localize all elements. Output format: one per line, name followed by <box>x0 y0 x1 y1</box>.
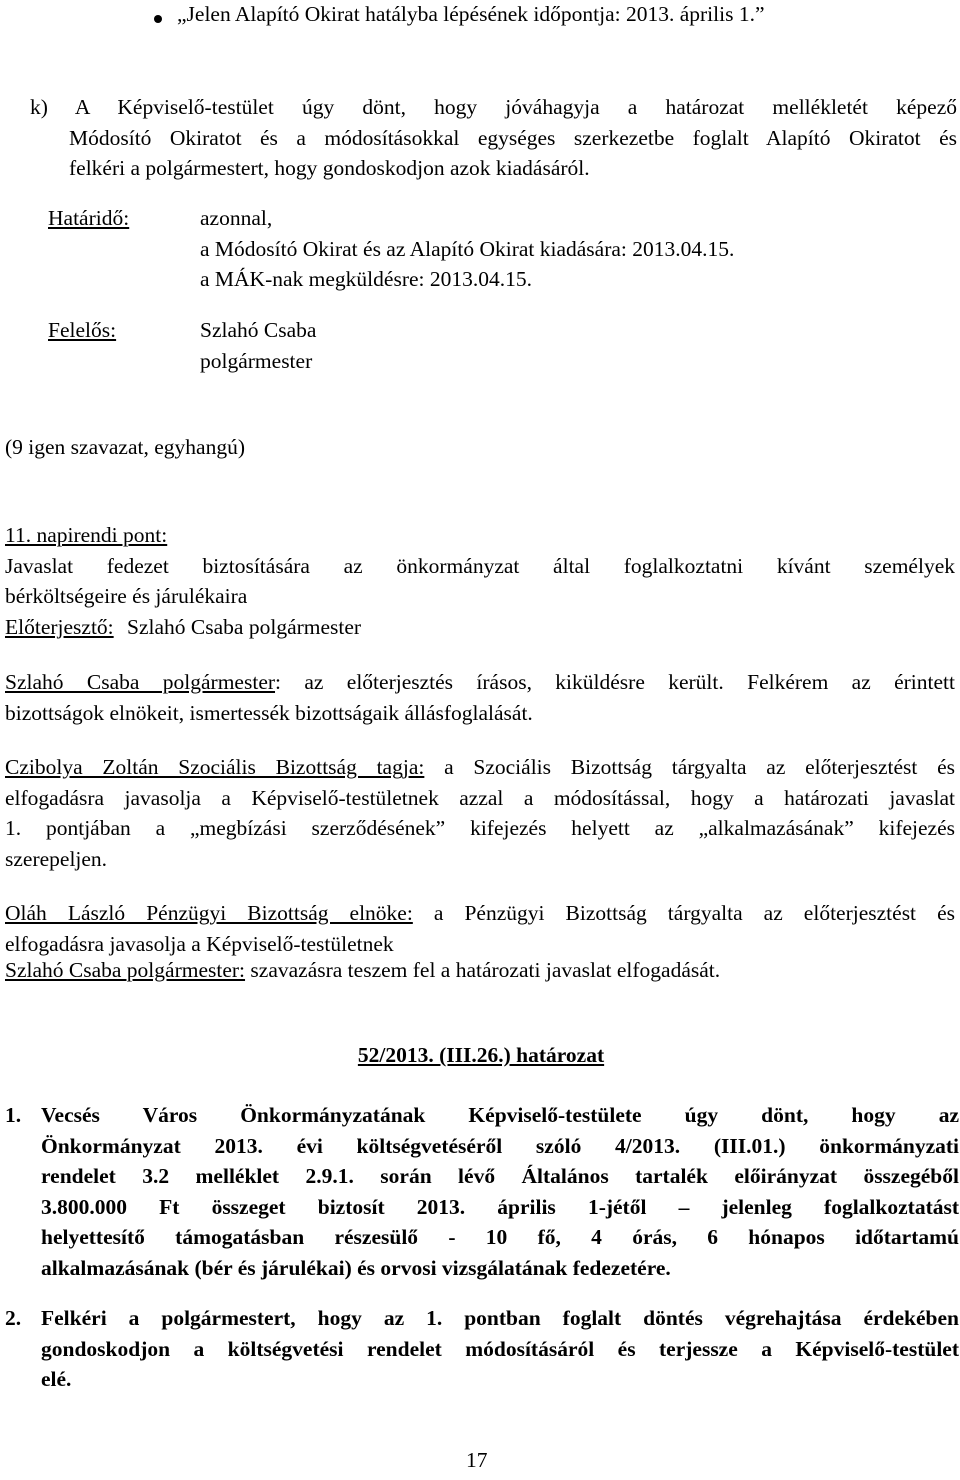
resolution-title: 52/2013. (III.26.) határozat <box>357 1043 605 1067</box>
presenter-label: Előterjesztő: <box>5 614 114 639</box>
speaker-name: Szlahó Csaba polgármester: <box>5 958 246 982</box>
speech-mayor-intro <box>5 667 955 728</box>
agenda-presenter <box>5 612 955 643</box>
item-line: elé. <box>41 1367 72 1391</box>
item-line: helyettesítő támogatásban részesülő - 10 fő, 4 órás, 6 hónapos időtartamú <box>41 1225 959 1249</box>
speech-line: szerepeljen. <box>5 846 108 871</box>
agenda-title-line: bérköltségeire és járulékaira <box>5 584 248 608</box>
section-k <box>5 92 957 184</box>
speech-line: bizottságok elnökeit, ismertessék bizottságaik állásfoglalását. <box>5 700 533 725</box>
speaker-name: Oláh László Pénzügyi Bizottság elnöke: <box>5 901 413 925</box>
deadline-line: a Módosító Okirat és az Alapító Okirat kiadására: 2013.04.15. <box>200 236 735 261</box>
page-number: 17 <box>466 1448 488 1472</box>
deadline-line: a MÁK-nak megküldésre: 2013.04.15. <box>200 267 532 291</box>
item-line: Önkormányzat 2013. évi költségvetéséről szóló 4/2013. (III.01.) önkormányzati <box>41 1133 959 1158</box>
speech-first-line <box>5 898 955 929</box>
speech-social-committee <box>5 752 955 874</box>
speech-mayor-vote <box>5 955 955 986</box>
presenter-value: Szlahó Csaba polgármester <box>127 614 362 639</box>
speech-line: elfogadásra javasolja a Képviselő-testületnek <box>5 931 394 956</box>
item-line: Vecsés Város Önkormányzatának Képviselő-testülete úgy dönt, hogy az <box>41 1103 959 1127</box>
item-number: 2. <box>5 1306 22 1330</box>
bullet-text: „Jelen Alapító Okirat hatályba lépésének időpontja: 2013. április 1.” <box>177 2 765 26</box>
speech-text: : az előterjesztés írásos, kiküldésre került. Felkérem az érintett <box>275 670 955 694</box>
deadline-line: azonnal, <box>200 206 273 230</box>
agenda-title-line: Javaslat fedezet biztosítására az önkormányzat által foglalkoztatni kívánt személyek <box>5 553 955 578</box>
item-number: 1. <box>5 1103 22 1127</box>
bullet-dot-icon <box>154 15 162 23</box>
agenda-block <box>5 520 955 642</box>
item-line: Felkéri a polgármestert, hogy az 1. pontban foglalt döntés végrehajtása érdekében <box>41 1306 959 1330</box>
item-line: 3.800.000 Ft összeget biztosít 2013. április 1-jétől – jelenleg foglalkoztatást <box>41 1194 959 1219</box>
section-k-line: k) A Képviselő-testület úgy dönt, hogy jóváhagyja a határozat mellékletét képező <box>30 95 957 119</box>
speech-first-line <box>5 752 955 783</box>
responsible-line: polgármester <box>200 348 313 373</box>
deadline-label: Határidő: <box>48 206 130 230</box>
responsible-label: Felelős: <box>48 318 117 342</box>
bullet-item <box>0 2 960 32</box>
speech-text: a Pénzügyi Bizottság tárgyalta az előterjesztést és <box>412 901 955 925</box>
speech-text: szavazásra teszem fel a határozati javaslat elfogadását. <box>245 958 721 982</box>
vote-result: (9 igen szavazat, egyhangú) <box>5 435 245 459</box>
section-k-line: felkéri a polgármestert, hogy gondoskodjon azok kiadásáról. <box>69 156 590 180</box>
item-line: rendelet 3.2 melléklet 2.9.1. során lévő Általános tartalék előirányzat összegéből <box>41 1164 959 1188</box>
speaker-name: Czibolya Zoltán Szociális Bizottság tagja: <box>5 755 425 779</box>
section-k-line: Módosító Okiratot és a módosításokkal egységes szerkezetbe foglalt Alapító Okiratot és <box>69 125 957 150</box>
speaker-name: Szlahó Csaba polgármester <box>5 670 276 694</box>
item-line: alkalmazásának (bér és járulékai) és orvosi vizsgálatának fedezetére. <box>41 1255 671 1280</box>
speech-finance-committee <box>5 898 955 959</box>
speech-text: a Szociális Bizottság tárgyalta az előterjesztést és <box>424 755 956 779</box>
agenda-heading: 11. napirendi pont: <box>5 523 168 547</box>
speech-line: elfogadásra javasolja a Képviselő-testületnek azzal a módosítással, hogy a határozati javaslat <box>5 785 955 810</box>
item-line: gondoskodjon a költségvetési rendelet módosításáról és terjessze a Képviselő-testület <box>41 1336 959 1361</box>
speech-first-line <box>5 955 955 986</box>
speech-line: 1. pontjában a „megbízási szerződésének” kifejezés helyett az „alkalmazásának” kifejezés <box>5 816 955 840</box>
speech-first-line <box>5 667 955 698</box>
responsible-line: Szlahó Csaba <box>200 318 317 342</box>
